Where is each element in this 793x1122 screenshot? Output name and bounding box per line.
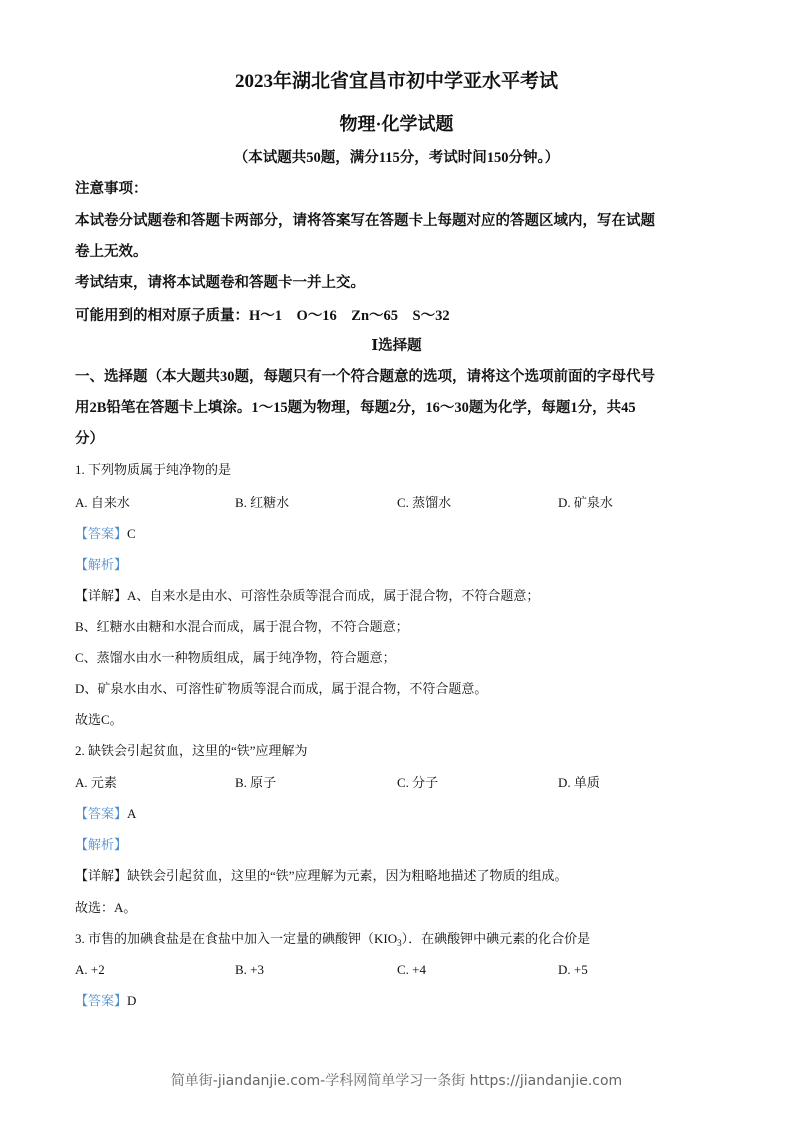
detail-label: 【详解】 [75,868,128,883]
detail-line [75,588,539,604]
question-stem: 2. 缺铁会引起贫血，这里的“铁”应理解为 [75,743,308,758]
section-title: Ⅰ选择题 [371,338,422,354]
atomic-masses: 可能用到的相对原子质量：H～1 O～16 Zn～65 S～32 [75,308,450,324]
footer-watermark: 简单街-jiandanjie.com-学科网简单学习一条街 https://jiandanjie.com [170,1073,623,1089]
instruction-line: 本试卷分试题卷和答题卡两部分，请将答案写在答题卡上每题对应的答题区域内，写在试题 [75,213,655,229]
option: D. 矿泉水 [558,495,613,510]
option: C. +4 [397,962,427,977]
stem-subscript: 3 [397,938,402,948]
detail-line: B、红糖水由糖和水混合而成，属于混合物，不符合题意； [75,619,409,634]
detail-label: 【详解】 [75,588,128,603]
detail-text: 缺铁会引起贫血，这里的“铁”应理解为元素，因为粗略地描述了物质的组成。 [127,868,568,883]
page-title: 2023年湖北省宜昌市初中学亚水平考试 [234,71,558,92]
detail-line [75,868,568,884]
answer-value: C [127,526,136,541]
page-subtitle: 物理·化学试题 [339,114,454,134]
option: C. 蒸馏水 [397,495,452,510]
analysis-label: 【解析】 [75,837,128,852]
answer-label: 【答案】 [75,806,128,821]
option: B. 红糖水 [235,495,290,510]
exam-note: （本试题共50题，满分115分，考试时间150分钟。） [233,150,560,166]
analysis-label: 【解析】 [75,557,128,572]
answer-line [75,993,136,1009]
stem-part: ）．在碘酸钾中碘元素的化合价是 [401,931,591,946]
question-stem [75,931,590,951]
detail-text: A、自来水是由水、可溶性杂质等混合而成，属于混合物，不符合题意； [127,588,540,603]
option: A. +2 [75,962,105,977]
answer-line [75,806,136,822]
section-desc: 分） [75,431,104,447]
instructions-heading: 注意事项： [75,181,148,197]
option: A. 自来水 [75,495,130,510]
option: D. 单质 [558,775,600,790]
answer-label: 【答案】 [75,526,128,541]
answer-label: 【答案】 [75,993,128,1008]
option: D. +5 [558,962,588,977]
instruction-line: 考试结束，请将本试题卷和答题卡一并上交。 [75,275,365,291]
detail-line: D、矿泉水由水、可溶性矿物质等混合而成，属于混合物，不符合题意。 [75,681,488,696]
option: B. 原子 [235,775,277,790]
answer-value: D [127,993,137,1008]
option: C. 分子 [397,775,439,790]
answer-value: A [127,806,137,821]
conclusion: 故选C。 [75,712,123,727]
section-desc: 一、选择题（本大题共30题，每题只有一个符合题意的选项，请将这个选项前面的字母代号 [75,369,655,385]
section-desc: 用2B铅笔在答题卡上填涂。1～15题为物理，每题2分，16～30题为化学，每题1分，共45 [75,400,636,416]
answer-line [75,526,136,542]
instruction-line: 卷上无效。 [75,244,148,260]
stem-part: 3. 市售的加碘食盐是在食盐中加入一定量的碘酸钾（KIO [75,931,398,946]
detail-line: C、蒸馏水由水一种物质组成，属于纯净物，符合题意； [75,650,396,665]
option: B. +3 [235,962,265,977]
question-stem: 1. 下列物质属于纯净物的是 [75,462,232,477]
conclusion: 故选：A。 [75,900,137,915]
option: A. 元素 [75,775,117,790]
